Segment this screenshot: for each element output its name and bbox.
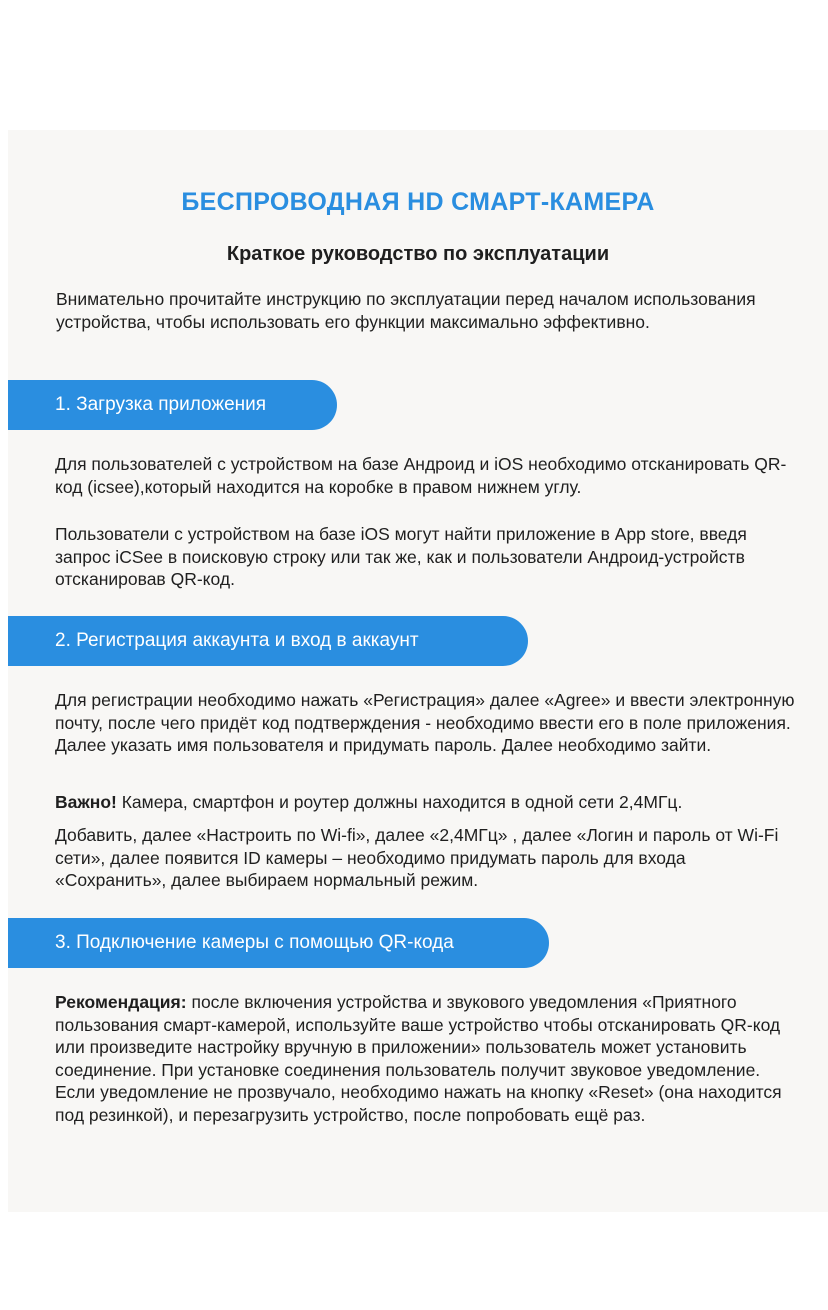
important-label: Важно!	[55, 792, 117, 812]
section-2-heading: 2. Регистрация аккаунта и вход в аккаунт	[55, 630, 419, 651]
recommendation-label: Рекомендация:	[55, 992, 187, 1012]
section-1-paragraph-1: Для пользователей с устройством на базе Андроид и iOS необходимо отсканировать QR-код (icsee),который находится на коробке в правом нижнем углу.	[55, 454, 787, 497]
section-3-heading: 3. Подключение камеры с помощью QR-кода	[55, 932, 454, 953]
section-3-recommendation	[55, 991, 795, 1126]
section-2-banner	[8, 616, 528, 666]
section-2-paragraph-2: Добавить, далее «Настроить по Wi-fi», далее «2,4МГц» , далее «Логин и пароль от Wi-Fi сети», далее появится ID камеры – необходимо придумать пароль для входа «Сохранить», далее выбираем нормальный режим.	[55, 825, 779, 890]
instruction-sheet	[8, 130, 828, 1212]
page-subtitle: Краткое руководство по эксплуатации	[226, 243, 610, 265]
section-1-heading: 1. Загрузка приложения	[55, 394, 267, 415]
intro-text: Внимательно прочитайте инструкцию по эксплуатации перед началом использования устройства, чтобы использовать его функции максимально эффективно.	[56, 289, 756, 332]
section-3-banner	[8, 918, 549, 968]
important-text: Камера, смартфон и роутер должны находится в одной сети 2,4МГц.	[116, 792, 683, 812]
section-1-banner	[8, 380, 337, 430]
section-2-important	[55, 791, 795, 814]
section-2-paragraph-1: Для регистрации необходимо нажать «Регистрация» далее «Agree» и ввести электронную почту, после чего придёт код подтверждения - необходимо ввести его в поле приложения. Далее указать имя пользователя и придумать пароль. Далее необходимо зайти.	[55, 690, 795, 755]
section-1-paragraph-2: Пользователи с устройством на базе iOS могут найти приложение в App store, введя запрос iCSee в поисковую строку или так же, как и пользователи Андроид-устройств отсканировав QR-код.	[55, 524, 747, 589]
recommendation-text: после включения устройства и звукового уведомления «Приятного пользования смарт-камерой, используйте ваше устройство чтобы отсканировать QR-код или произведите настройку вручную в приложении» пользователь может установить соединение. При установке соединения пользователь получит звуковое уведомление. Если уведомление не прозвучало, необходимо нажать на кнопку «Reset» (она находится под резинкой), и перезагрузить устройство, после попробовать ещё раз.	[55, 992, 782, 1125]
page-title: БЕСПРОВОДНАЯ HD СМАРТ-КАМЕРА	[181, 188, 655, 216]
